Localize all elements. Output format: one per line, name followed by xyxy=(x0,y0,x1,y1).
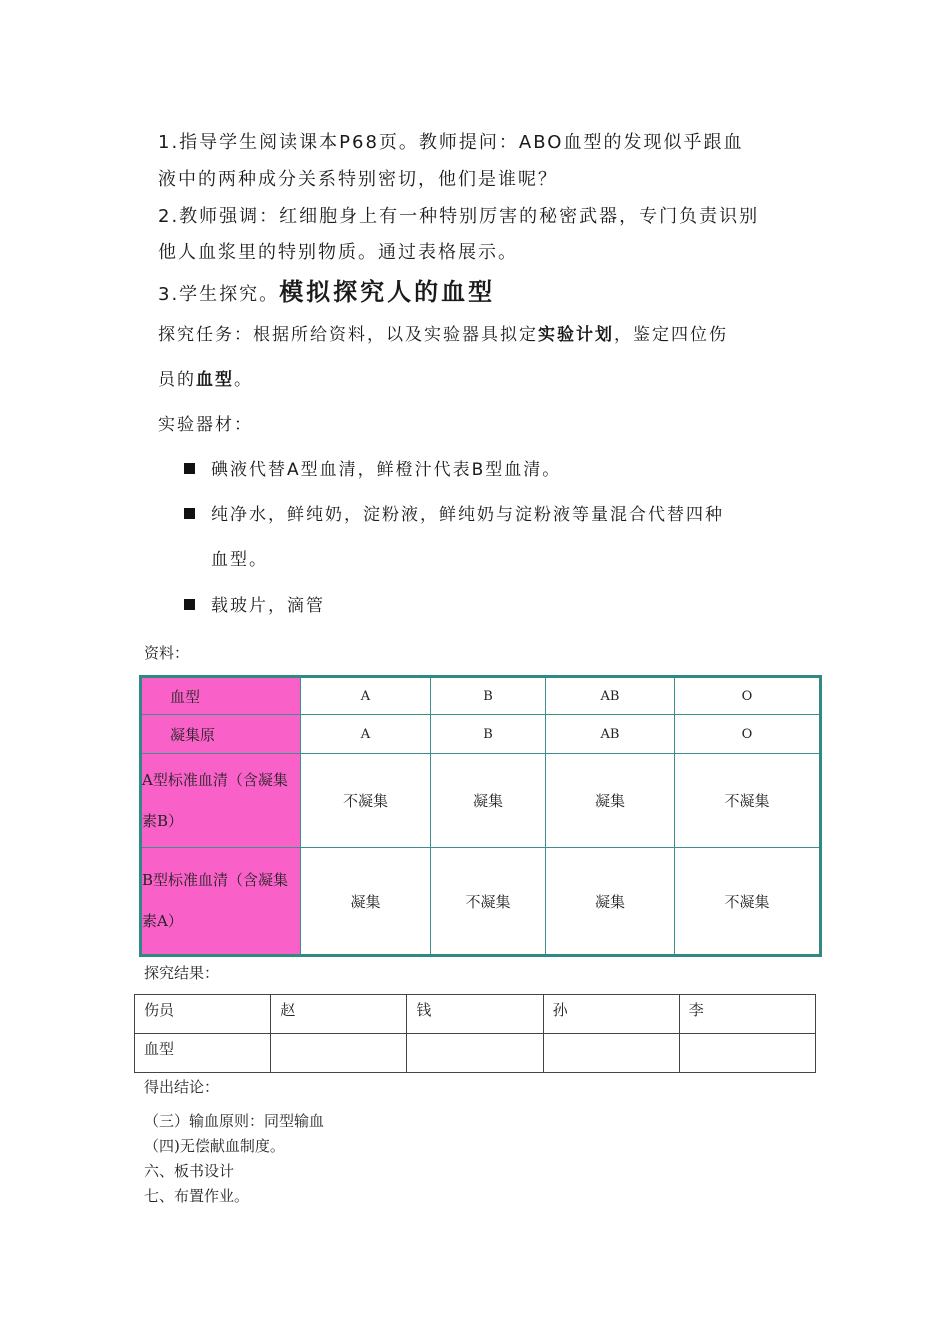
task-text-d: 。 xyxy=(234,370,253,390)
task-text-a: 探究任务：根据所给资料，以及实验器具拟定 xyxy=(158,325,538,345)
ziliao-label: 资料： xyxy=(144,644,190,662)
materials-heading: 实验器材： xyxy=(158,415,253,435)
table-cell: 李 xyxy=(679,995,815,1034)
table-cell: 血型 xyxy=(135,1034,271,1073)
table-cell: A型标准血清（含凝集素B） xyxy=(141,754,301,848)
table-row xyxy=(135,995,816,1034)
tail-line-1: （三）输血原则：同型输血 xyxy=(144,1112,325,1130)
table-cell: O xyxy=(675,677,821,715)
task-line2 xyxy=(158,365,253,390)
table-cell: A xyxy=(301,677,431,715)
table-row xyxy=(141,715,821,754)
materials-item-2-cont: 血型。 xyxy=(211,550,268,570)
materials-item-1 xyxy=(184,455,561,480)
materials-item-2 xyxy=(184,500,724,525)
step1-line1: 1.指导学生阅读课本P68页。教师提问：ABO血型的发现似乎跟血 xyxy=(158,132,744,153)
table-row xyxy=(141,848,821,956)
task-line1 xyxy=(158,320,728,345)
table-cell: AB xyxy=(546,677,675,715)
table-cell: 赵 xyxy=(271,995,407,1034)
task-bold-plan: 实验计划 xyxy=(538,325,614,345)
table-cell: 不凝集 xyxy=(431,848,546,956)
table-row xyxy=(135,1034,816,1073)
table-cell-empty xyxy=(679,1034,815,1073)
table-cell: 不凝集 xyxy=(675,754,821,848)
table-cell-empty xyxy=(543,1034,679,1073)
materials-item-text: 碘液代替A型血清，鲜橙汁代表B型血清。 xyxy=(211,460,562,480)
table-cell: B型标准血清（含凝集素A） xyxy=(141,848,301,956)
square-bullet-icon xyxy=(184,508,195,519)
table-cell: 不凝集 xyxy=(301,754,431,848)
table-cell: 孙 xyxy=(543,995,679,1034)
task-text-c: 员的 xyxy=(158,370,196,390)
result-label: 探究结果： xyxy=(144,964,220,982)
table-cell-empty xyxy=(271,1034,407,1073)
step2-line2: 他人血浆里的特别物质。通过表格展示。 xyxy=(158,242,518,263)
table-cell-empty xyxy=(407,1034,543,1073)
table-cell: 钱 xyxy=(407,995,543,1034)
table-cell: O xyxy=(675,715,821,754)
table-cell: 凝集 xyxy=(301,848,431,956)
materials-item-3 xyxy=(184,591,325,616)
table-cell: 凝集原 xyxy=(141,715,301,754)
table-cell: 不凝集 xyxy=(675,848,821,956)
table-cell: 凝集 xyxy=(431,754,546,848)
step2-line1: 2.教师强调：红细胞身上有一种特别厉害的秘密武器，专门负责识别 xyxy=(158,206,760,227)
tail-line-4: 七、布置作业。 xyxy=(144,1187,250,1205)
step3-line xyxy=(158,272,495,307)
blood-type-reference-table xyxy=(139,675,822,957)
tail-line-3: 六、板书设计 xyxy=(144,1162,235,1180)
table-cell: 凝集 xyxy=(546,848,675,956)
table-cell: B xyxy=(431,677,546,715)
square-bullet-icon xyxy=(184,463,195,474)
tail-line-2: （四)无偿献血制度。 xyxy=(144,1137,285,1155)
table-cell: B xyxy=(431,715,546,754)
conclusion-label: 得出结论： xyxy=(144,1078,220,1096)
table-cell: 血型 xyxy=(141,677,301,715)
step1-line2: 液中的两种成分关系特别密切，他们是谁呢？ xyxy=(158,169,558,190)
table-cell: 伤员 xyxy=(135,995,271,1034)
table-cell: A xyxy=(301,715,431,754)
result-table xyxy=(134,994,816,1073)
step3-prefix: 3.学生探究。 xyxy=(158,284,280,305)
table-row xyxy=(141,677,821,715)
task-bold-bloodtype: 血型 xyxy=(196,370,234,390)
square-bullet-icon xyxy=(184,599,195,610)
table-cell: 凝集 xyxy=(546,754,675,848)
step3-title: 模拟探究人的血型 xyxy=(279,278,496,306)
table-cell: AB xyxy=(546,715,675,754)
materials-item-text: 纯净水，鲜纯奶，淀粉液，鲜纯奶与淀粉液等量混合代替四种 xyxy=(211,505,724,525)
materials-item-text: 载玻片，滴管 xyxy=(211,596,325,616)
table-row xyxy=(141,754,821,848)
task-text-b: ，鉴定四位伤 xyxy=(614,325,728,345)
